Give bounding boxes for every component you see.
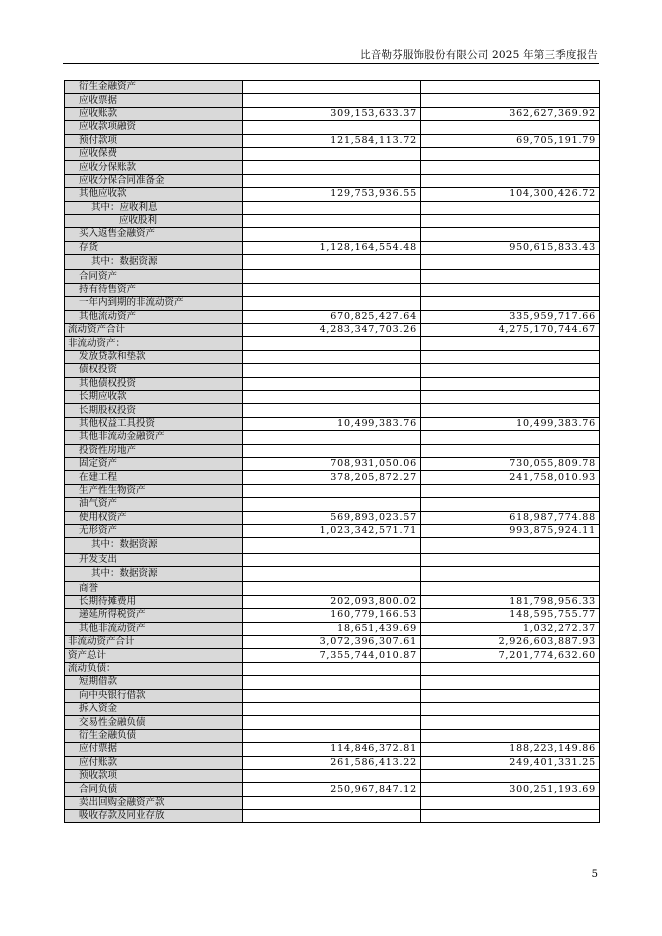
table-row bbox=[65, 622, 600, 635]
row-label: 其他债权投资 bbox=[65, 377, 243, 390]
period-end-value bbox=[243, 444, 421, 457]
period-end-value bbox=[243, 702, 421, 715]
table-row bbox=[65, 498, 600, 511]
period-begin-value bbox=[421, 350, 600, 363]
period-begin-value bbox=[421, 364, 600, 377]
period-end-value bbox=[243, 431, 421, 444]
period-end-value bbox=[243, 350, 421, 363]
table-row bbox=[65, 524, 600, 537]
table-row bbox=[65, 201, 600, 214]
period-begin-value bbox=[421, 582, 600, 595]
period-end-value bbox=[243, 255, 421, 270]
row-label: 其他非流动资产 bbox=[65, 622, 243, 635]
period-begin-value bbox=[421, 214, 600, 227]
period-end-value: 1,128,164,554.48 bbox=[243, 241, 421, 254]
row-label: 债权投资 bbox=[65, 364, 243, 377]
period-begin-value bbox=[421, 796, 600, 809]
period-end-value: 250,967,847.12 bbox=[243, 783, 421, 796]
table-row bbox=[65, 147, 600, 160]
row-label: 应付票据 bbox=[65, 743, 243, 756]
row-label: 资产总计 bbox=[65, 649, 243, 662]
table-row bbox=[65, 241, 600, 254]
row-label: 其他非流动金融资产 bbox=[65, 431, 243, 444]
table-row bbox=[65, 417, 600, 430]
period-end-value bbox=[243, 582, 421, 595]
period-begin-value bbox=[421, 404, 600, 417]
period-begin-value: 10,499,383.76 bbox=[421, 417, 600, 430]
table-row bbox=[65, 810, 600, 823]
period-begin-value: 148,595,755.77 bbox=[421, 609, 600, 622]
row-label: 合同负债 bbox=[65, 783, 243, 796]
period-begin-value bbox=[421, 484, 600, 497]
period-end-value: 114,846,372.81 bbox=[243, 743, 421, 756]
period-end-value: 670,825,427.64 bbox=[243, 310, 421, 323]
period-begin-value bbox=[421, 255, 600, 270]
row-label: 在建工程 bbox=[65, 471, 243, 484]
period-begin-value bbox=[421, 498, 600, 511]
period-begin-value: 300,251,193.69 bbox=[421, 783, 600, 796]
table-row bbox=[65, 283, 600, 296]
period-begin-value bbox=[421, 431, 600, 444]
period-begin-value bbox=[421, 662, 600, 675]
period-end-value: 160,779,166.53 bbox=[243, 609, 421, 622]
period-begin-value bbox=[421, 810, 600, 823]
table-row bbox=[65, 270, 600, 283]
period-begin-value bbox=[421, 297, 600, 310]
table-row bbox=[65, 689, 600, 702]
balance-sheet-table bbox=[64, 80, 600, 823]
period-begin-value bbox=[421, 444, 600, 457]
period-end-value bbox=[243, 214, 421, 227]
period-begin-value bbox=[421, 377, 600, 390]
period-begin-value bbox=[421, 689, 600, 702]
row-label: 商誉 bbox=[65, 582, 243, 595]
period-end-value bbox=[243, 364, 421, 377]
period-end-value bbox=[243, 377, 421, 390]
period-begin-value bbox=[421, 716, 600, 729]
period-begin-value: 950,615,833.43 bbox=[421, 241, 600, 254]
period-end-value: 121,584,113.72 bbox=[243, 134, 421, 147]
period-end-value bbox=[243, 729, 421, 742]
row-label: 其他权益工具投资 bbox=[65, 417, 243, 430]
table-row bbox=[65, 595, 600, 608]
period-begin-value bbox=[421, 769, 600, 782]
period-begin-value: 993,875,924.11 bbox=[421, 524, 600, 537]
table-row bbox=[65, 121, 600, 134]
period-begin-value bbox=[421, 121, 600, 134]
table-row bbox=[65, 161, 600, 174]
period-end-value bbox=[243, 121, 421, 134]
period-end-value: 569,893,023.57 bbox=[243, 511, 421, 524]
table-row bbox=[65, 94, 600, 107]
table-row bbox=[65, 324, 600, 337]
row-label: 生产性生物资产 bbox=[65, 484, 243, 497]
table-row bbox=[65, 676, 600, 689]
table-row bbox=[65, 431, 600, 444]
period-end-value: 18,651,439.69 bbox=[243, 622, 421, 635]
row-label: 投资性房地产 bbox=[65, 444, 243, 457]
period-end-value: 708,931,050.06 bbox=[243, 457, 421, 470]
table-row bbox=[65, 350, 600, 363]
row-label: 卖出回购金融资产款 bbox=[65, 796, 243, 809]
table-row bbox=[65, 716, 600, 729]
period-begin-value: 188,223,149.86 bbox=[421, 743, 600, 756]
row-label: 固定资产 bbox=[65, 457, 243, 470]
period-begin-value bbox=[421, 729, 600, 742]
period-begin-value: 2,926,603,887.93 bbox=[421, 636, 600, 649]
period-end-value bbox=[243, 796, 421, 809]
period-end-value: 7,355,744,010.87 bbox=[243, 649, 421, 662]
period-begin-value bbox=[421, 390, 600, 403]
row-label: 长期股权投资 bbox=[65, 404, 243, 417]
row-label: 应收款项融资 bbox=[65, 121, 243, 134]
table-row bbox=[65, 214, 600, 227]
period-begin-value bbox=[421, 538, 600, 553]
period-end-value bbox=[243, 228, 421, 241]
row-label: 应付账款 bbox=[65, 756, 243, 769]
row-label: 发放贷款和垫款 bbox=[65, 350, 243, 363]
period-end-value: 3,072,396,307.61 bbox=[243, 636, 421, 649]
period-end-value bbox=[243, 297, 421, 310]
table-row bbox=[65, 609, 600, 622]
table-row bbox=[65, 444, 600, 457]
period-begin-value: 335,959,717.66 bbox=[421, 310, 600, 323]
period-end-value bbox=[243, 484, 421, 497]
table-row bbox=[65, 457, 600, 470]
table-row bbox=[65, 228, 600, 241]
table-row bbox=[65, 796, 600, 809]
period-end-value bbox=[243, 201, 421, 214]
row-label: 衍生金融资产 bbox=[65, 81, 243, 94]
row-label: 存货 bbox=[65, 241, 243, 254]
period-begin-value: 1,032,272.37 bbox=[421, 622, 600, 635]
period-begin-value: 7,201,774,632.60 bbox=[421, 649, 600, 662]
period-end-value bbox=[243, 270, 421, 283]
period-begin-value bbox=[421, 567, 600, 582]
table-row bbox=[65, 174, 600, 187]
period-end-value: 10,499,383.76 bbox=[243, 417, 421, 430]
period-begin-value bbox=[421, 201, 600, 214]
row-label: 衍生金融负债 bbox=[65, 729, 243, 742]
table-row bbox=[65, 377, 600, 390]
period-end-value bbox=[243, 567, 421, 582]
row-label: 流动资产合计 bbox=[65, 324, 243, 337]
table-row bbox=[65, 81, 600, 94]
period-begin-value bbox=[421, 337, 600, 350]
row-label: 其中：数据资源 bbox=[65, 255, 243, 270]
period-end-value: 1,023,342,571.71 bbox=[243, 524, 421, 537]
period-begin-value bbox=[421, 270, 600, 283]
table-row bbox=[65, 567, 600, 582]
table-row bbox=[65, 484, 600, 497]
period-begin-value: 104,300,426.72 bbox=[421, 188, 600, 201]
table-row bbox=[65, 511, 600, 524]
period-end-value bbox=[243, 538, 421, 553]
row-label: 合同资产 bbox=[65, 270, 243, 283]
period-begin-value: 730,055,809.78 bbox=[421, 457, 600, 470]
table-row bbox=[65, 756, 600, 769]
row-label: 其中：数据资源 bbox=[65, 538, 243, 553]
row-label: 长期应收款 bbox=[65, 390, 243, 403]
period-begin-value bbox=[421, 283, 600, 296]
row-label: 开发支出 bbox=[65, 553, 243, 566]
row-label: 应收票据 bbox=[65, 94, 243, 107]
period-end-value bbox=[243, 337, 421, 350]
table-row bbox=[65, 582, 600, 595]
period-end-value bbox=[243, 174, 421, 187]
table-row bbox=[65, 636, 600, 649]
period-begin-value: 362,627,369.92 bbox=[421, 107, 600, 120]
period-begin-value bbox=[421, 553, 600, 566]
table-row bbox=[65, 390, 600, 403]
row-label: 应收账款 bbox=[65, 107, 243, 120]
table-row bbox=[65, 310, 600, 323]
row-label: 递延所得税资产 bbox=[65, 609, 243, 622]
row-label: 拆入资金 bbox=[65, 702, 243, 715]
row-label: 短期借款 bbox=[65, 676, 243, 689]
period-end-value bbox=[243, 147, 421, 160]
period-begin-value bbox=[421, 676, 600, 689]
row-label: 非流动资产合计 bbox=[65, 636, 243, 649]
period-end-value bbox=[243, 390, 421, 403]
period-end-value bbox=[243, 689, 421, 702]
period-end-value: 378,205,872.27 bbox=[243, 471, 421, 484]
table-row bbox=[65, 729, 600, 742]
row-label: 无形资产 bbox=[65, 524, 243, 537]
period-end-value bbox=[243, 769, 421, 782]
table-row bbox=[65, 702, 600, 715]
period-end-value bbox=[243, 810, 421, 823]
period-begin-value: 181,798,956.33 bbox=[421, 595, 600, 608]
table-row bbox=[65, 769, 600, 782]
row-label: 其他流动资产 bbox=[65, 310, 243, 323]
table-row bbox=[65, 337, 600, 350]
period-end-value bbox=[243, 94, 421, 107]
period-end-value bbox=[243, 161, 421, 174]
period-end-value: 261,586,413.22 bbox=[243, 756, 421, 769]
period-begin-value bbox=[421, 161, 600, 174]
header-divider bbox=[63, 63, 599, 64]
table-row bbox=[65, 553, 600, 566]
period-begin-value bbox=[421, 147, 600, 160]
table-row bbox=[65, 107, 600, 120]
table-row bbox=[65, 743, 600, 756]
row-label: 非流动资产： bbox=[65, 337, 243, 350]
row-label: 其他应收款 bbox=[65, 188, 243, 201]
period-begin-value bbox=[421, 94, 600, 107]
period-end-value bbox=[243, 81, 421, 94]
table-row bbox=[65, 364, 600, 377]
row-label: 预付款项 bbox=[65, 134, 243, 147]
row-label: 应收股利 bbox=[65, 214, 243, 227]
period-end-value: 202,093,800.02 bbox=[243, 595, 421, 608]
period-begin-value bbox=[421, 81, 600, 94]
period-end-value bbox=[243, 283, 421, 296]
period-begin-value bbox=[421, 702, 600, 715]
row-label: 流动负债： bbox=[65, 662, 243, 675]
period-begin-value: 249,401,331.25 bbox=[421, 756, 600, 769]
period-begin-value: 4,275,170,744.67 bbox=[421, 324, 600, 337]
table-row bbox=[65, 255, 600, 270]
row-label: 其中：应收利息 bbox=[65, 201, 243, 214]
row-label: 向中央银行借款 bbox=[65, 689, 243, 702]
page-number: 5 bbox=[591, 869, 598, 880]
report-header-title: 比音勒芬服饰股份有限公司 2025 年第三季度报告 bbox=[360, 49, 598, 61]
table-row bbox=[65, 538, 600, 553]
period-begin-value: 241,758,010.93 bbox=[421, 471, 600, 484]
table-row bbox=[65, 188, 600, 201]
period-begin-value bbox=[421, 174, 600, 187]
period-begin-value: 69,705,191.79 bbox=[421, 134, 600, 147]
row-label: 应收保费 bbox=[65, 147, 243, 160]
table-row bbox=[65, 404, 600, 417]
period-begin-value bbox=[421, 228, 600, 241]
period-end-value: 309,153,633.37 bbox=[243, 107, 421, 120]
row-label: 使用权资产 bbox=[65, 511, 243, 524]
period-end-value bbox=[243, 662, 421, 675]
period-end-value bbox=[243, 498, 421, 511]
table-row bbox=[65, 134, 600, 147]
period-end-value: 129,753,936.55 bbox=[243, 188, 421, 201]
table-row bbox=[65, 297, 600, 310]
period-end-value bbox=[243, 676, 421, 689]
row-label: 应收分保合同准备金 bbox=[65, 174, 243, 187]
row-label: 买入返售金融资产 bbox=[65, 228, 243, 241]
row-label: 一年内到期的非流动资产 bbox=[65, 297, 243, 310]
period-end-value bbox=[243, 404, 421, 417]
table-row bbox=[65, 649, 600, 662]
table-row bbox=[65, 471, 600, 484]
row-label: 吸收存款及同业存放 bbox=[65, 810, 243, 823]
row-label: 应收分保账款 bbox=[65, 161, 243, 174]
row-label: 交易性金融负债 bbox=[65, 716, 243, 729]
period-end-value: 4,283,347,703.26 bbox=[243, 324, 421, 337]
table-row bbox=[65, 662, 600, 675]
row-label: 长期待摊费用 bbox=[65, 595, 243, 608]
period-end-value bbox=[243, 716, 421, 729]
row-label: 其中：数据资源 bbox=[65, 567, 243, 582]
period-end-value bbox=[243, 553, 421, 566]
row-label: 预收款项 bbox=[65, 769, 243, 782]
period-begin-value: 618,987,774.88 bbox=[421, 511, 600, 524]
row-label: 油气资产 bbox=[65, 498, 243, 511]
table-row bbox=[65, 783, 600, 796]
balance-sheet-body bbox=[65, 81, 600, 823]
row-label: 持有待售资产 bbox=[65, 283, 243, 296]
